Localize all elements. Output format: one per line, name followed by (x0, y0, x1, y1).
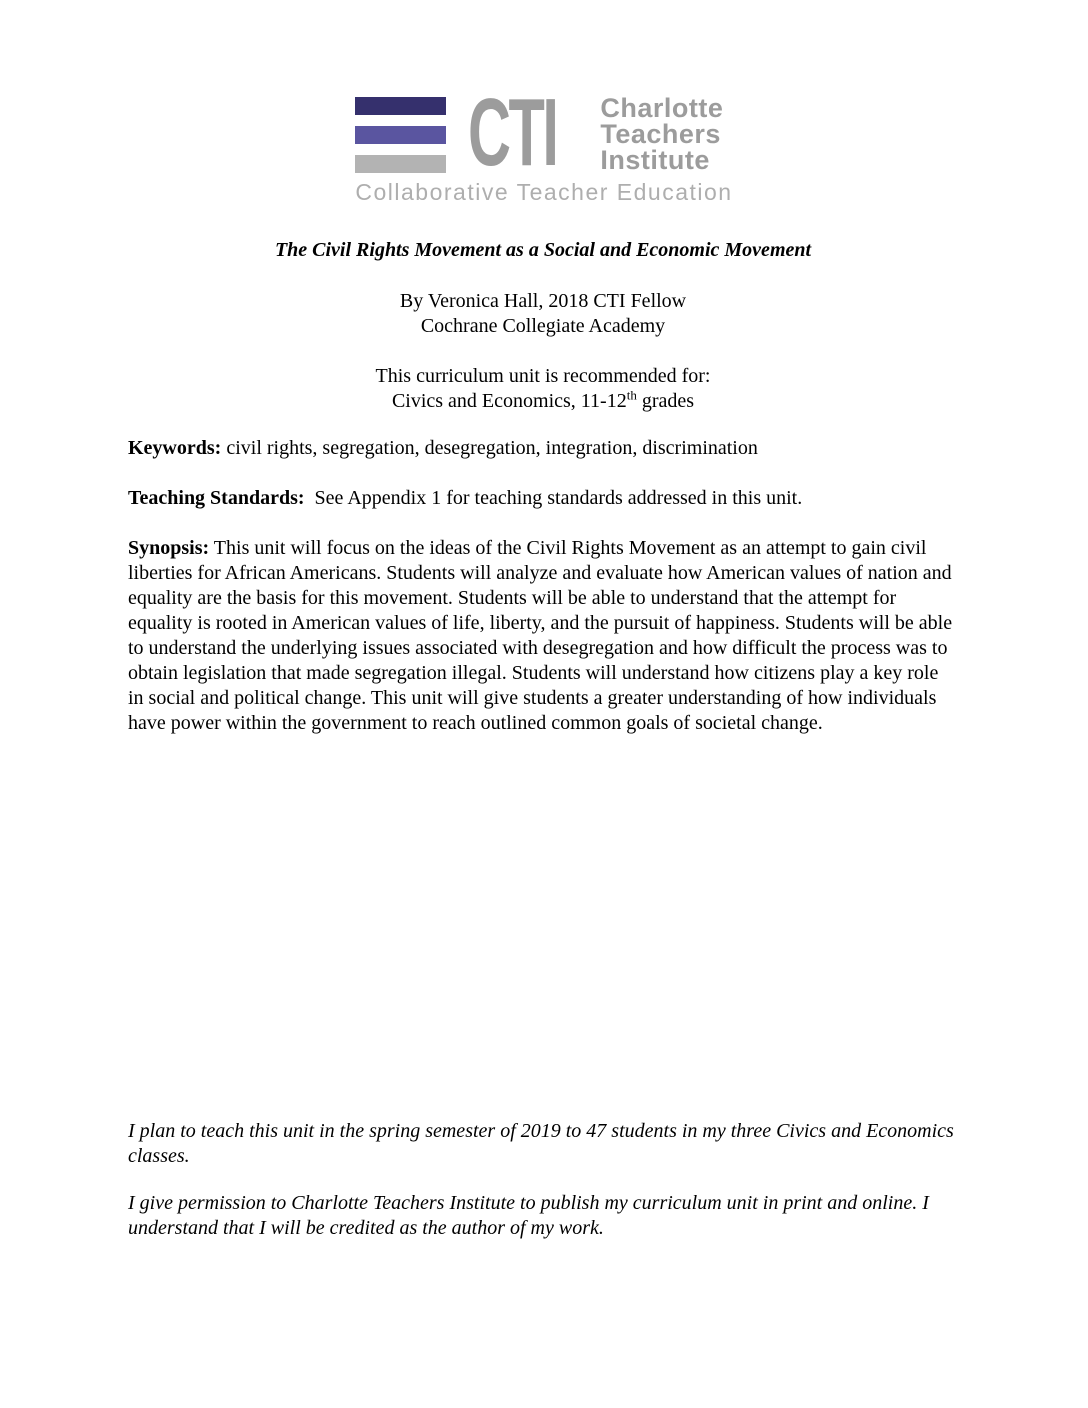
recommended-intro: This curriculum unit is recommended for: (375, 365, 711, 387)
logo-bar-middle (355, 126, 446, 144)
keywords-text: civil rights, segregation, desegregation, integration, discrimination (221, 437, 758, 459)
logo-bars-icon (355, 97, 446, 173)
footer-notes (128, 1119, 958, 1241)
document-content (0, 238, 1088, 1241)
teaching-standards-text: See Appendix 1 for teaching standards addressed in this unit. (304, 487, 803, 509)
synopsis-paragraph (128, 536, 958, 736)
logo-org-name-line: Teachers (600, 119, 721, 149)
logo-bar-bottom (355, 155, 446, 173)
logo-acronym: CTI (468, 79, 557, 186)
synopsis-text: This unit will focus on the ideas of the Civil Rights Movement as an attempt to gain civil liberties for African Americans. Students will analyze and evaluate how American values of nation and equality are the basis for this movement. Students will be able to understand that the attempt for equality is rooted in American values of life, liberty, and the pursuit of happiness. Students will be able to understand the underlying issues associated with desegregation and how difficult the process was to obtain legislation that made segregation illegal. Students will understand how citizens play a key role in social and political change. This unit will give students a greater understanding of how individuals have power within the government to reach outlined common goals of societal change. (128, 537, 953, 734)
recommended-course-superscript: th (626, 387, 637, 403)
logo-bar-top (355, 97, 446, 115)
logo-org-name-line: Charlotte (600, 93, 724, 123)
logo-org-name-line: Institute (600, 145, 710, 175)
teach-note: I plan to teach this unit in the spring semester of 2019 to 47 students in my three Civics and Economics classes. (128, 1120, 954, 1167)
keywords-paragraph (128, 436, 958, 461)
recommended-course-suffix: grades (636, 390, 695, 412)
teaching-standards-paragraph (128, 486, 958, 511)
cti-logo (355, 79, 733, 205)
recommended-course (128, 389, 958, 414)
recommended-block (128, 364, 958, 414)
logo-org-name (600, 95, 723, 173)
page-title: The Civil Rights Movement as a Social and Economic Movement (274, 239, 812, 261)
permission-note: I give permission to Charlotte Teachers Institute to publish my curriculum unit in print and online. I understand that I will be credited as the author of my work. (128, 1192, 929, 1239)
byline: By Veronica Hall, 2018 CTI Fellow (399, 290, 687, 312)
keywords-label: Keywords: (128, 437, 222, 459)
cti-logo-row (355, 79, 732, 186)
teaching-standards-label: Teaching Standards: (128, 487, 305, 509)
byline-block (128, 289, 958, 339)
recommended-course-text: Civics and Economics, 11-12 (391, 390, 627, 412)
school-name: Cochrane Collegiate Academy (420, 315, 666, 337)
logo-tagline: Collaborative Teacher Education (355, 179, 733, 205)
synopsis-label: Synopsis: (128, 537, 210, 559)
